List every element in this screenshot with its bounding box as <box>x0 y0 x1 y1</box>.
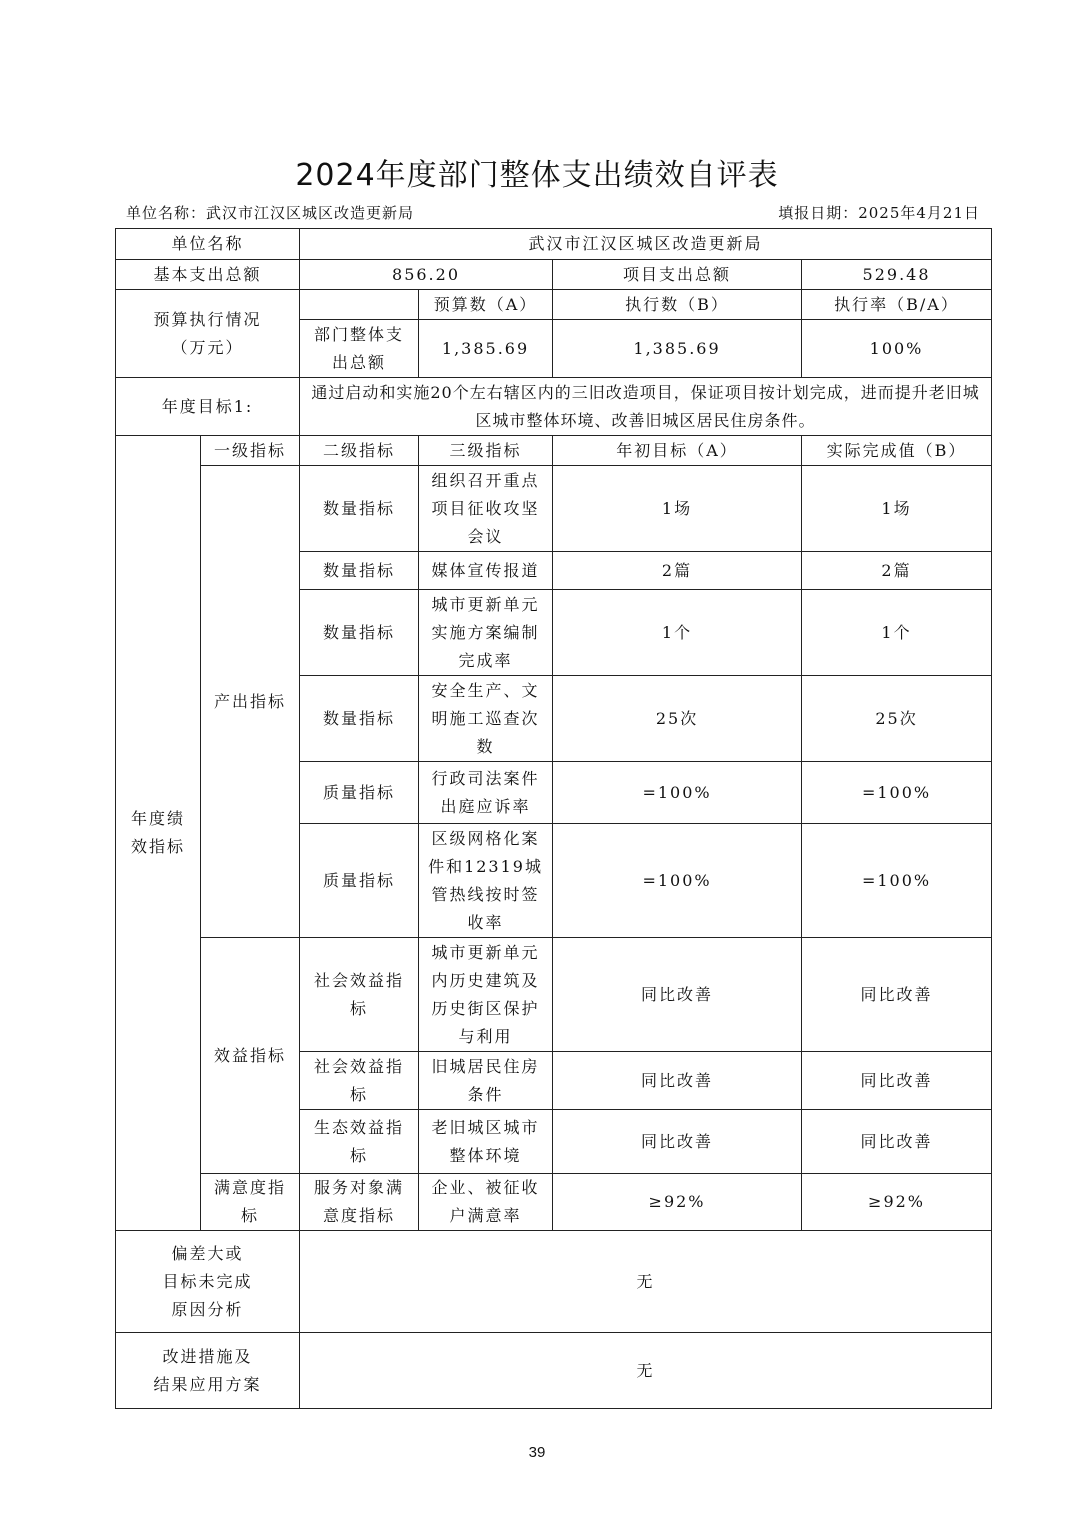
level3-line: 媒体宣传报道 <box>431 560 540 580</box>
group-output-label: 产出指标 <box>201 466 300 938</box>
target-value: 2篇 <box>553 552 802 590</box>
level3-line: 件和12319城 <box>428 856 543 876</box>
budget-label-line-1: 预算执行情况 <box>153 309 262 329</box>
header-level2: 二级指标 <box>300 436 419 466</box>
level2-line: 数量指标 <box>323 560 396 580</box>
indicator-row <box>116 1174 992 1231</box>
level2-cell <box>300 1052 419 1110</box>
level3-line: 整体环境 <box>449 1145 522 1165</box>
deviation-label-line: 偏差大或 <box>171 1243 244 1263</box>
level2-line: 意度指标 <box>323 1206 396 1225</box>
side-label-line-1: 年度绩 <box>130 809 185 828</box>
level3-line: 行政司法案件 <box>431 768 540 788</box>
dept-total-label <box>300 320 419 378</box>
actual-value: 25次 <box>802 676 992 762</box>
header-level3: 三级指标 <box>419 436 553 466</box>
empty-cell <box>300 290 419 320</box>
level3-line: 安全生产、文 <box>431 680 540 700</box>
level3-line: 老旧城区城市 <box>431 1117 540 1137</box>
level3-line: 条件 <box>467 1084 504 1104</box>
actual-value: ≥92% <box>802 1174 992 1231</box>
level3-cell <box>419 1052 553 1110</box>
fill-date-header: 填报日期：2025年4月21日 <box>778 204 980 222</box>
target-value: =100% <box>553 762 802 824</box>
level3-line: 收率 <box>467 912 504 932</box>
target-value: 同比改善 <box>553 1052 802 1110</box>
level2-cell <box>300 590 419 676</box>
goal-row <box>116 378 992 436</box>
target-value: 1个 <box>553 590 802 676</box>
actual-value: 同比改善 <box>802 1110 992 1174</box>
target-value: 同比改善 <box>553 938 802 1052</box>
level3-line: 城市更新单元 <box>431 594 540 614</box>
target-value: 1场 <box>553 466 802 552</box>
unit-name-label: 单位名称 <box>116 229 300 260</box>
level3-line: 组织召开重点 <box>431 470 540 490</box>
actual-value: 1个 <box>802 590 992 676</box>
level2-line: 生态效益指 <box>314 1117 405 1137</box>
level2-cell <box>300 1110 419 1174</box>
improvement-label <box>116 1333 300 1409</box>
level3-cell <box>419 552 553 590</box>
expense-row <box>116 260 992 290</box>
col-budget: 预算数（A） <box>419 290 553 320</box>
budget-value: 1,385.69 <box>419 320 553 378</box>
actual-value: 同比改善 <box>802 1052 992 1110</box>
level3-cell <box>419 1110 553 1174</box>
level3-cell <box>419 676 553 762</box>
goal-text: 通过启动和实施20个左右辖区内的三旧改造项目，保证项目按计划完成，进而提升老旧城区城市整体环境、改善旧城区居民住房条件。 <box>300 378 992 436</box>
indicator-row <box>116 938 992 1052</box>
level3-line: 企业、被征收 <box>431 1178 540 1197</box>
level3-line: 户满意率 <box>449 1206 522 1225</box>
header-level1: 一级指标 <box>201 436 300 466</box>
budget-header-row <box>116 290 992 320</box>
unit-name-row <box>116 229 992 260</box>
actual-value: =100% <box>802 824 992 938</box>
budget-label-line-2: （万元） <box>171 337 244 357</box>
deviation-row <box>116 1231 992 1333</box>
level2-cell <box>300 762 419 824</box>
exec-value: 1,385.69 <box>553 320 802 378</box>
group-satisfaction-label <box>201 1174 300 1231</box>
level2-line: 数量指标 <box>323 622 396 642</box>
level3-cell <box>419 824 553 938</box>
level2-line: 社会效益指 <box>314 970 405 990</box>
deviation-label <box>116 1231 300 1333</box>
unit-name-header: 单位名称：武汉市江汉区城区改造更新局 <box>126 204 415 222</box>
project-expense-label: 项目支出总额 <box>553 260 802 290</box>
target-value: 同比改善 <box>553 1110 802 1174</box>
level3-line: 历史街区保护 <box>431 998 540 1018</box>
dept-total-line-1: 部门整体支 <box>314 324 405 344</box>
improvement-value: 无 <box>300 1333 992 1409</box>
satisfaction-line: 满意度指 <box>214 1178 287 1197</box>
level3-line: 项目征收攻坚 <box>431 498 540 518</box>
basic-expense-label: 基本支出总额 <box>116 260 300 290</box>
satisfaction-line: 标 <box>241 1206 260 1225</box>
improvement-label-line: 结果应用方案 <box>153 1374 262 1394</box>
target-value: ≥92% <box>553 1174 802 1231</box>
level2-line: 质量指标 <box>323 870 396 890</box>
deviation-value: 无 <box>300 1231 992 1333</box>
page-title: 2024年度部门整体支出绩效自评表 <box>295 158 779 193</box>
actual-value: 2篇 <box>802 552 992 590</box>
indicator-header-row <box>116 436 992 466</box>
header-target: 年初目标（A） <box>553 436 802 466</box>
col-rate: 执行率（B/A） <box>802 290 992 320</box>
level3-cell <box>419 938 553 1052</box>
level3-line: 会议 <box>467 526 504 546</box>
deviation-label-line: 原因分析 <box>171 1299 244 1319</box>
level2-line: 社会效益指 <box>314 1056 405 1076</box>
level3-cell <box>419 1174 553 1231</box>
level2-line: 数量指标 <box>323 708 396 728</box>
level3-cell <box>419 762 553 824</box>
header-actual: 实际完成值（B） <box>802 436 992 466</box>
actual-value: 同比改善 <box>802 938 992 1052</box>
level3-line: 出庭应诉率 <box>440 796 531 816</box>
level3-line: 城市更新单元 <box>431 942 540 962</box>
project-expense-value: 529.48 <box>802 260 992 290</box>
level2-line: 质量指标 <box>323 782 396 802</box>
level2-cell <box>300 824 419 938</box>
page-number: 39 <box>528 1444 546 1461</box>
performance-table <box>115 228 992 1409</box>
group-benefit-label: 效益指标 <box>201 938 300 1174</box>
level3-line: 数 <box>476 736 495 756</box>
actual-value: =100% <box>802 762 992 824</box>
indicator-row <box>116 466 992 552</box>
annual-indicator-label <box>116 436 201 1231</box>
level3-cell <box>419 590 553 676</box>
level2-line: 标 <box>350 998 369 1018</box>
goal-label: 年度目标1: <box>116 378 300 436</box>
budget-execution-label <box>116 290 300 378</box>
level2-line: 数量指标 <box>323 498 396 518</box>
level2-cell <box>300 676 419 762</box>
col-exec: 执行数（B） <box>553 290 802 320</box>
improvement-label-line: 改进措施及 <box>162 1346 253 1366</box>
level2-cell <box>300 552 419 590</box>
deviation-label-line: 目标未完成 <box>162 1271 253 1291</box>
unit-name-value: 武汉市江汉区城区改造更新局 <box>300 229 992 260</box>
level3-line: 内历史建筑及 <box>431 970 540 990</box>
level3-line: 明施工巡查次 <box>431 708 540 728</box>
dept-total-line-2: 出总额 <box>332 352 387 372</box>
target-value: 25次 <box>553 676 802 762</box>
target-value: =100% <box>553 824 802 938</box>
level3-line: 区级网格化案 <box>431 828 540 848</box>
level3-line: 管热线按时签 <box>431 884 540 904</box>
level2-line: 服务对象满 <box>314 1178 405 1197</box>
level3-line: 完成率 <box>458 650 513 670</box>
level3-cell <box>419 466 553 552</box>
level3-line: 与利用 <box>458 1026 513 1046</box>
level3-line: 实施方案编制 <box>431 622 540 642</box>
actual-value: 1场 <box>802 466 992 552</box>
rate-value: 100% <box>802 320 992 378</box>
level2-cell <box>300 1174 419 1231</box>
level2-cell <box>300 938 419 1052</box>
side-label-line-2: 效指标 <box>130 837 185 856</box>
level2-cell <box>300 466 419 552</box>
level3-line: 旧城居民住房 <box>431 1056 540 1076</box>
level2-line: 标 <box>350 1084 369 1104</box>
improvement-row <box>116 1333 992 1409</box>
basic-expense-value: 856.20 <box>300 260 553 290</box>
level2-line: 标 <box>350 1145 369 1165</box>
